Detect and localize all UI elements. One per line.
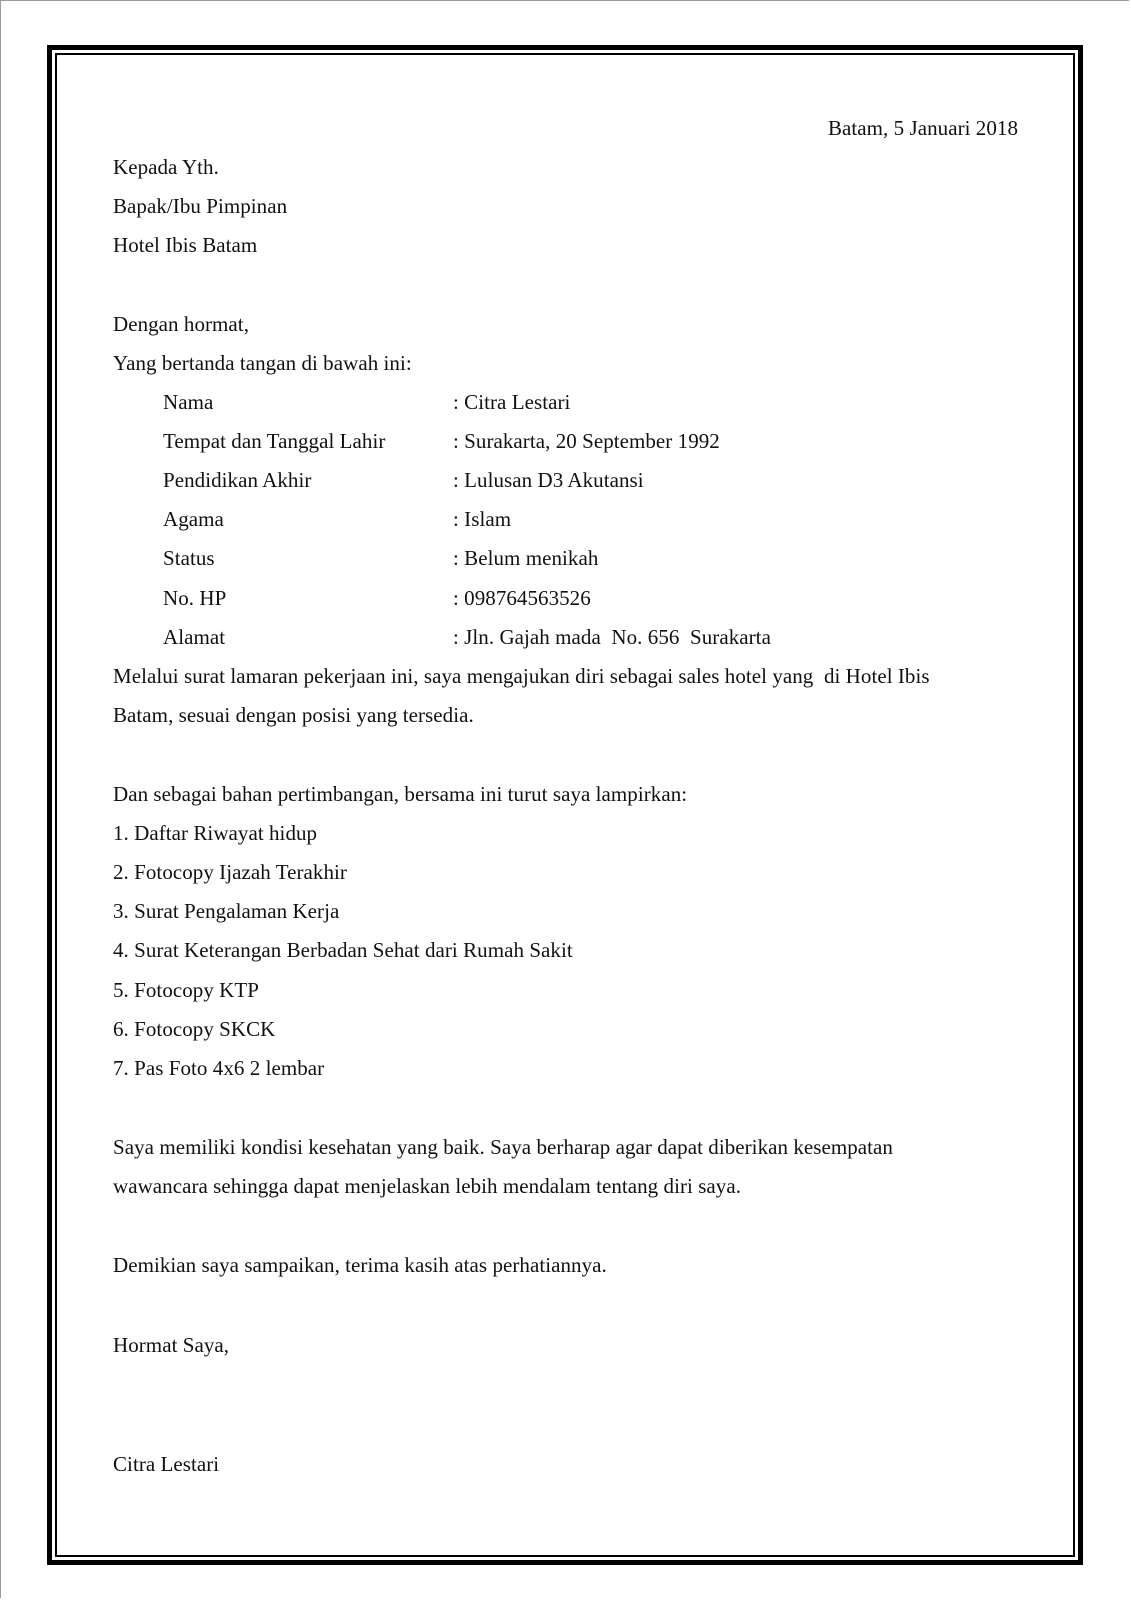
health-text: wawancara sehingga dapat menjelaskan lebih mendalam tentang diri saya. xyxy=(113,1174,742,1198)
attachment-item: 7. Pas Foto 4x6 2 lembar xyxy=(113,1056,325,1080)
identity-label: Pendidikan Akhir xyxy=(163,468,312,492)
attachments-intro: Dan sebagai bahan pertimbangan, bersama ini turut saya lampirkan: xyxy=(113,782,688,806)
attachment-item: 3. Surat Pengalaman Kerja xyxy=(113,899,340,923)
application-text: Batam, sesuai dengan posisi yang tersedia. xyxy=(113,703,474,727)
recipient-line: Kepada Yth. xyxy=(113,155,219,179)
sign-off: Hormat Saya, xyxy=(113,1333,230,1357)
identity-value: : Citra Lestari xyxy=(453,390,571,414)
identity-value: : Surakarta, 20 September 1992 xyxy=(453,429,720,453)
identity-value: : 098764563526 xyxy=(453,586,591,610)
identity-value: : Islam xyxy=(453,507,512,531)
intro-text: Yang bertanda tangan di bawah ini: xyxy=(113,351,412,375)
attachment-item: 5. Fotocopy KTP xyxy=(113,978,260,1002)
identity-value: : Belum menikah xyxy=(453,546,599,570)
recipient-line: Bapak/Ibu Pimpinan xyxy=(113,194,288,218)
identity-label: Alamat xyxy=(163,625,226,649)
identity-value: : Jln. Gajah mada No. 656 Surakarta xyxy=(453,625,771,649)
salutation: Dengan hormat, xyxy=(113,312,249,336)
health-text: Saya memiliki kondisi kesehatan yang baik. Saya berharap agar dapat diberikan kesempatan xyxy=(113,1135,893,1159)
letter-date: Batam, 5 Januari 2018 xyxy=(827,116,1018,140)
attachment-item: 4. Surat Keterangan Berbadan Sehat dari Rumah Sakit xyxy=(113,938,573,962)
recipient-line: Hotel Ibis Batam xyxy=(113,233,258,257)
identity-value: : Lulusan D3 Akutansi xyxy=(453,468,644,492)
attachment-item: 2. Fotocopy Ijazah Terakhir xyxy=(113,860,347,884)
attachment-item: 6. Fotocopy SKCK xyxy=(113,1017,276,1041)
identity-label: Agama xyxy=(163,507,224,531)
identity-label: Status xyxy=(163,546,215,570)
signature-name: Citra Lestari xyxy=(113,1452,220,1476)
identity-label: Nama xyxy=(163,390,214,414)
application-text: Melalui surat lamaran pekerjaan ini, saya mengajukan diri sebagai sales hotel yang di Hotel Ibis xyxy=(113,664,930,688)
closing-text: Demikian saya sampaikan, terima kasih atas perhatiannya. xyxy=(113,1253,607,1277)
attachment-item: 1. Daftar Riwayat hidup xyxy=(113,821,318,845)
identity-label: No. HP xyxy=(163,586,227,610)
identity-label: Tempat dan Tanggal Lahir xyxy=(163,429,386,453)
